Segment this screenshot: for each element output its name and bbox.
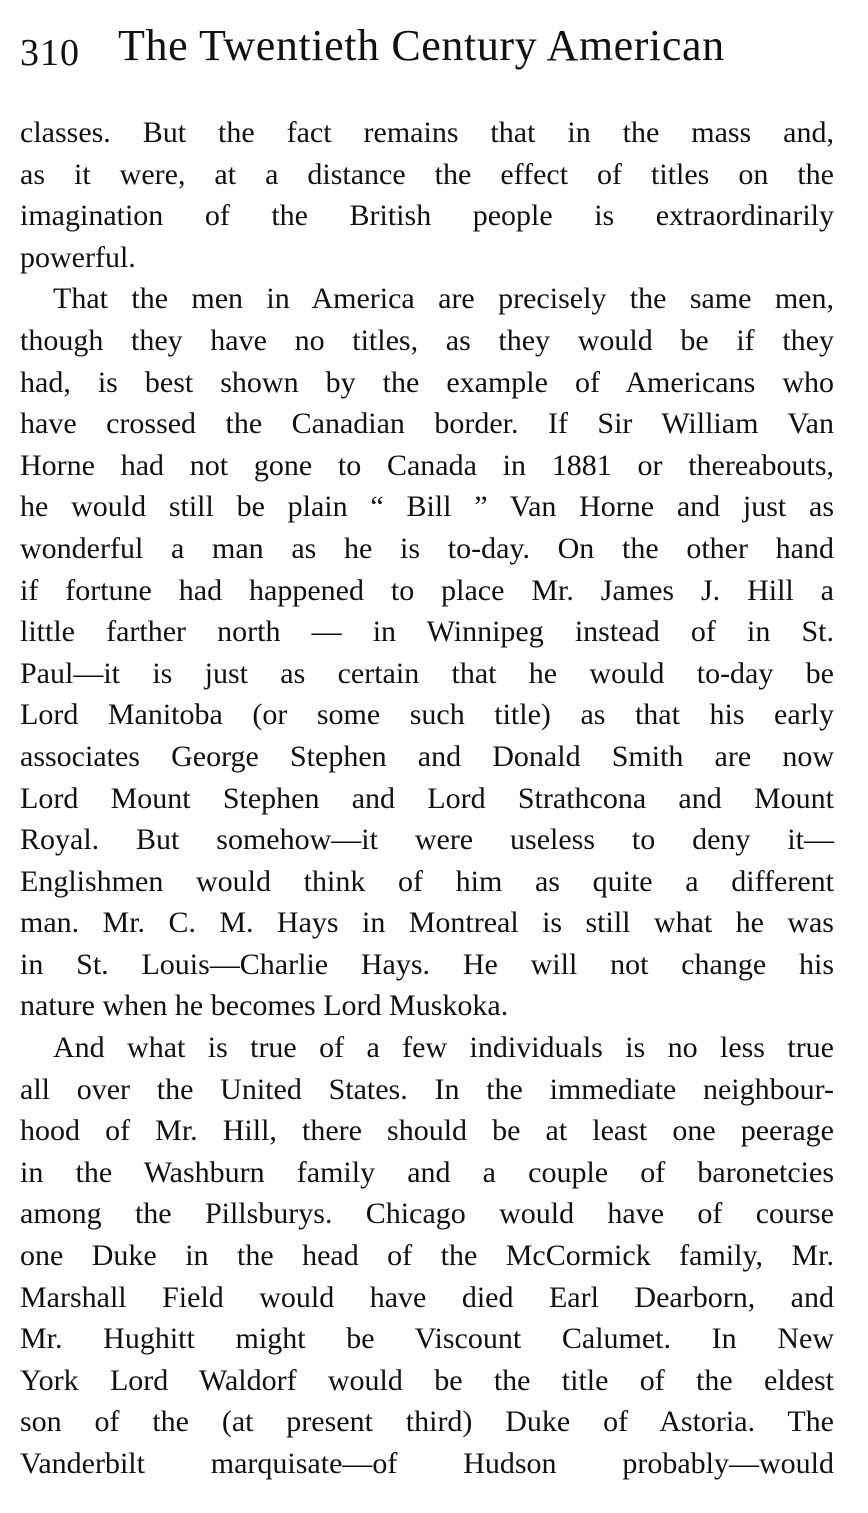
text-line: as it were, at a distance the effect of titles on the xyxy=(20,157,834,191)
text-line: classes. But the fact remains that in the mass and, xyxy=(20,116,834,149)
body-text xyxy=(20,112,834,1485)
text-line: powerful. xyxy=(20,240,136,274)
text-line: among the Pillsburys. Chicago would have of course xyxy=(20,1197,834,1231)
text-line: Mr. Hughitt might be Viscount Calumet. In New xyxy=(20,1322,834,1356)
text-line: he would still be plain “ Bill ” Van Horne and just as xyxy=(20,490,834,524)
text-line: Paul—it is just as certain that he would to-day be xyxy=(20,656,834,690)
text-line: wonderful a man as he is to-day. On the other hand xyxy=(20,531,834,565)
text-line: Marshall Field would have died Earl Dearborn, and xyxy=(20,1280,834,1314)
text-line: in the Washburn family and a couple of baronetcies xyxy=(20,1155,834,1189)
text-line: son of the (at present third) Duke of Astoria. The xyxy=(20,1405,834,1439)
text-line: York Lord Waldorf would be the title of the eldest xyxy=(20,1363,834,1397)
text-line: though they have no titles, as they would be if they xyxy=(20,323,834,357)
text-line: one Duke in the head of the McCormick family, Mr. xyxy=(20,1239,834,1273)
running-header xyxy=(20,20,840,76)
text-line: little farther north — in Winnipeg instead of in St. xyxy=(20,615,834,649)
text-line: Royal. But somehow—it were useless to deny it— xyxy=(20,823,834,857)
text-line: And what is true of a few individuals is no less true xyxy=(53,1031,834,1065)
text-line: nature when he becomes Lord Muskoka. xyxy=(20,989,509,1023)
text-line: Vanderbilt marquisate—of Hudson probably—would xyxy=(20,1447,834,1480)
text-line: if fortune had happened to place Mr. James J. Hill a xyxy=(20,573,834,607)
text-line: Englishmen would think of him as quite a different xyxy=(20,864,834,898)
text-line: all over the United States. In the immediate neighbour- xyxy=(20,1072,834,1106)
text-line: imagination of the British people is extraordinarily xyxy=(20,199,834,233)
running-title: The Twentieth Century American xyxy=(118,21,725,70)
text-line: man. Mr. C. M. Hays in Montreal is still what he was xyxy=(20,906,834,940)
text-line: Horne had not gone to Canada in 1881 or thereabouts, xyxy=(20,448,834,482)
text-line: That the men in America are precisely the same men, xyxy=(53,282,834,316)
text-line: had, is best shown by the example of Americans who xyxy=(20,365,834,399)
text-line: in St. Louis—Charlie Hays. He will not change his xyxy=(20,947,834,981)
text-line: Lord Manitoba (or some such title) as that his early xyxy=(20,698,834,732)
text-line: have crossed the Canadian border. If Sir William Van xyxy=(20,407,834,441)
text-line: hood of Mr. Hill, there should be at least one peerage xyxy=(20,1114,834,1148)
text-line: Lord Mount Stephen and Lord Strathcona and Mount xyxy=(20,781,834,815)
page-number: 310 xyxy=(20,32,80,74)
text-line: associates George Stephen and Donald Smith are now xyxy=(20,739,834,773)
